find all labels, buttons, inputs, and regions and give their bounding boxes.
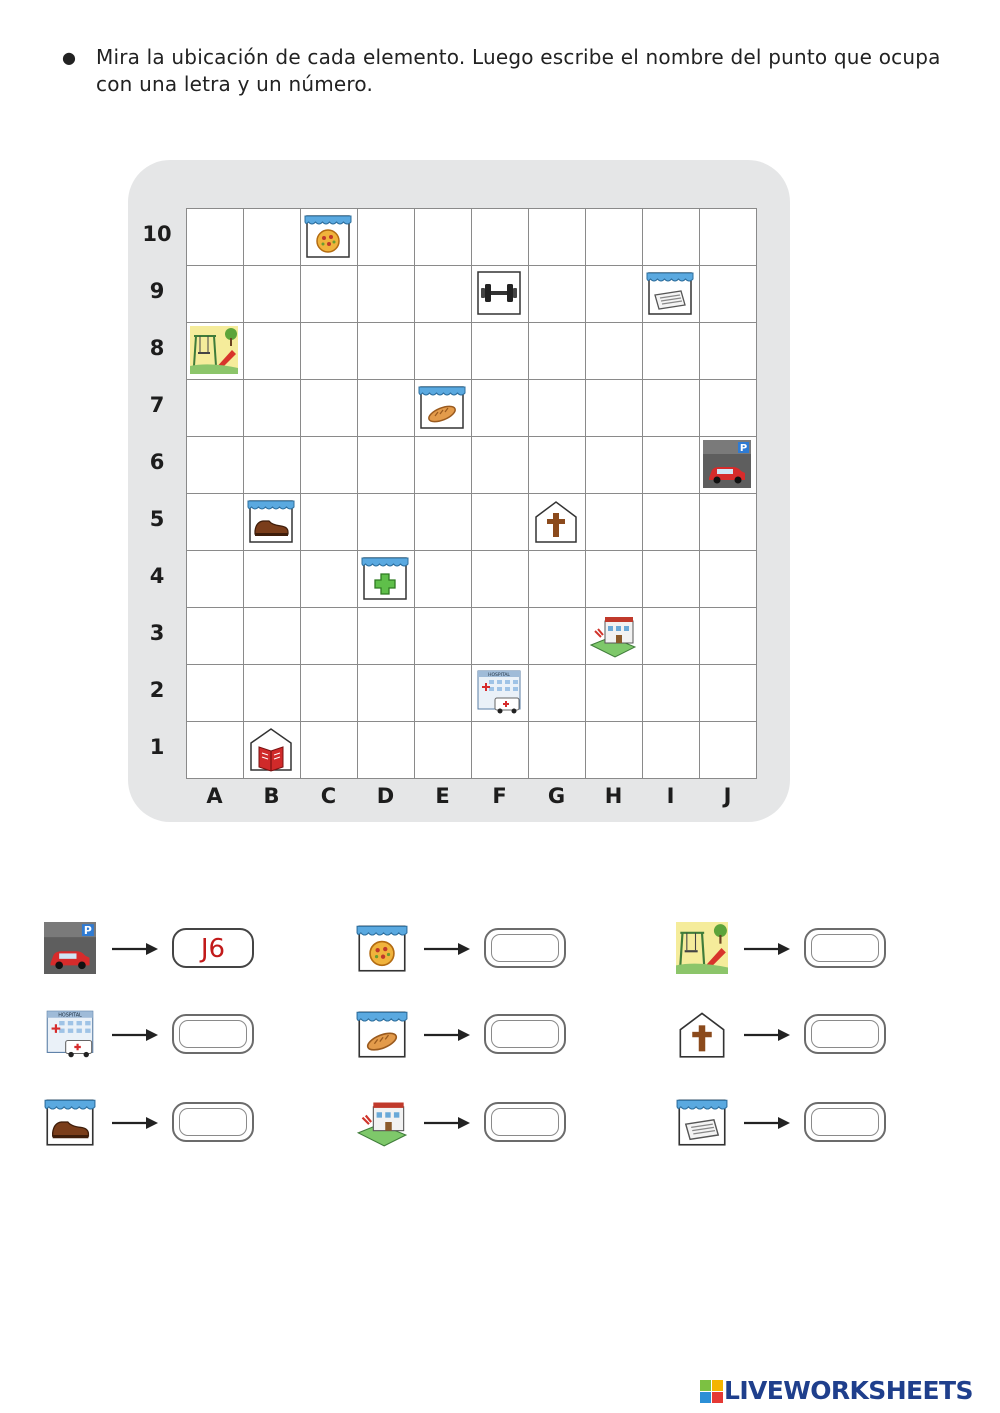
church-icon <box>532 497 580 545</box>
row-label-5: 5 <box>149 507 165 531</box>
library-icon <box>247 725 295 773</box>
svg-text:P: P <box>83 923 92 937</box>
answer-field-inner <box>811 1108 879 1136</box>
parking-icon <box>44 922 96 974</box>
column-label-E: E <box>435 784 450 808</box>
hospital-icon <box>44 1008 96 1060</box>
row-label-9: 9 <box>149 279 165 303</box>
row-label-7: 7 <box>149 393 165 417</box>
pizza-shop-icon <box>304 212 352 260</box>
gym-dumbbell-icon <box>475 269 523 317</box>
row-label-3: 3 <box>149 621 165 645</box>
answer-field[interactable] <box>172 1102 254 1142</box>
answer-field-inner <box>811 934 879 962</box>
column-label-H: H <box>604 784 623 808</box>
arrow-right-icon <box>112 942 158 956</box>
row-label-1: 1 <box>149 735 165 759</box>
parking-icon <box>703 440 751 488</box>
arrow-right-icon <box>424 1028 470 1042</box>
row-label-8: 8 <box>149 336 165 360</box>
instruction-text: Mira la ubicación de cada elemento. Luego escribe el nombre del punto que ocupa con una letra y un número. <box>96 45 941 96</box>
bullet: ● <box>62 48 77 67</box>
church-icon <box>676 1008 728 1060</box>
column-label-D: D <box>376 784 395 808</box>
playground-icon <box>190 326 238 374</box>
answer-field-inner <box>491 1108 559 1136</box>
shoe-shop-icon <box>247 497 295 545</box>
pharmacy-icon <box>361 554 409 602</box>
arrow-right-icon <box>112 1028 158 1042</box>
pizza-shop-icon <box>356 922 408 974</box>
bakery-icon <box>356 1008 408 1060</box>
svg-text:HOSPITAL: HOSPITAL <box>58 1012 82 1019</box>
arrow-right-icon <box>424 1116 470 1130</box>
answer-field-inner <box>811 1020 879 1048</box>
row-label-10: 10 <box>142 222 172 246</box>
instruction <box>62 44 942 98</box>
liveworksheets-brand <box>700 1376 996 1410</box>
answer-field[interactable] <box>804 1102 886 1142</box>
answer-field[interactable] <box>804 928 886 968</box>
svg-text:HOSPITAL: HOSPITAL <box>488 673 510 678</box>
answer-field[interactable] <box>484 928 566 968</box>
liveworksheets-logo-icon <box>700 1380 724 1404</box>
answer-field[interactable] <box>172 928 254 968</box>
shoe-shop-icon <box>44 1096 96 1148</box>
column-label-F: F <box>492 784 507 808</box>
arrow-right-icon <box>744 1028 790 1042</box>
answer-field-inner <box>491 1020 559 1048</box>
row-label-6: 6 <box>149 450 165 474</box>
arrow-right-icon <box>112 1116 158 1130</box>
column-label-G: G <box>547 784 566 808</box>
answer-field-inner <box>179 1108 247 1136</box>
column-label-J: J <box>723 784 732 808</box>
answer-field-inner <box>491 934 559 962</box>
answer-value: J6 <box>200 934 226 964</box>
brand-name: LIVEWORKSHEETS <box>724 1376 973 1405</box>
answer-field[interactable] <box>484 1102 566 1142</box>
column-label-A: A <box>206 784 223 808</box>
hospital-icon <box>475 668 523 716</box>
playground-icon <box>676 922 728 974</box>
school-icon <box>356 1096 408 1148</box>
arrow-right-icon <box>424 942 470 956</box>
row-label-4: 4 <box>149 564 165 588</box>
svg-text:P: P <box>739 443 748 454</box>
row-label-2: 2 <box>149 678 165 702</box>
column-label-B: B <box>263 784 280 808</box>
arrow-right-icon <box>744 942 790 956</box>
arrow-right-icon <box>744 1116 790 1130</box>
answer-field-inner <box>179 1020 247 1048</box>
newspaper-kiosk-icon <box>646 269 694 317</box>
bakery-icon <box>418 383 466 431</box>
answer-field[interactable] <box>804 1014 886 1054</box>
answer-field[interactable] <box>484 1014 566 1054</box>
newspaper-kiosk-icon <box>676 1096 728 1148</box>
column-label-I: I <box>666 784 675 808</box>
school-icon <box>589 611 637 659</box>
column-label-C: C <box>320 784 337 808</box>
answer-field[interactable] <box>172 1014 254 1054</box>
